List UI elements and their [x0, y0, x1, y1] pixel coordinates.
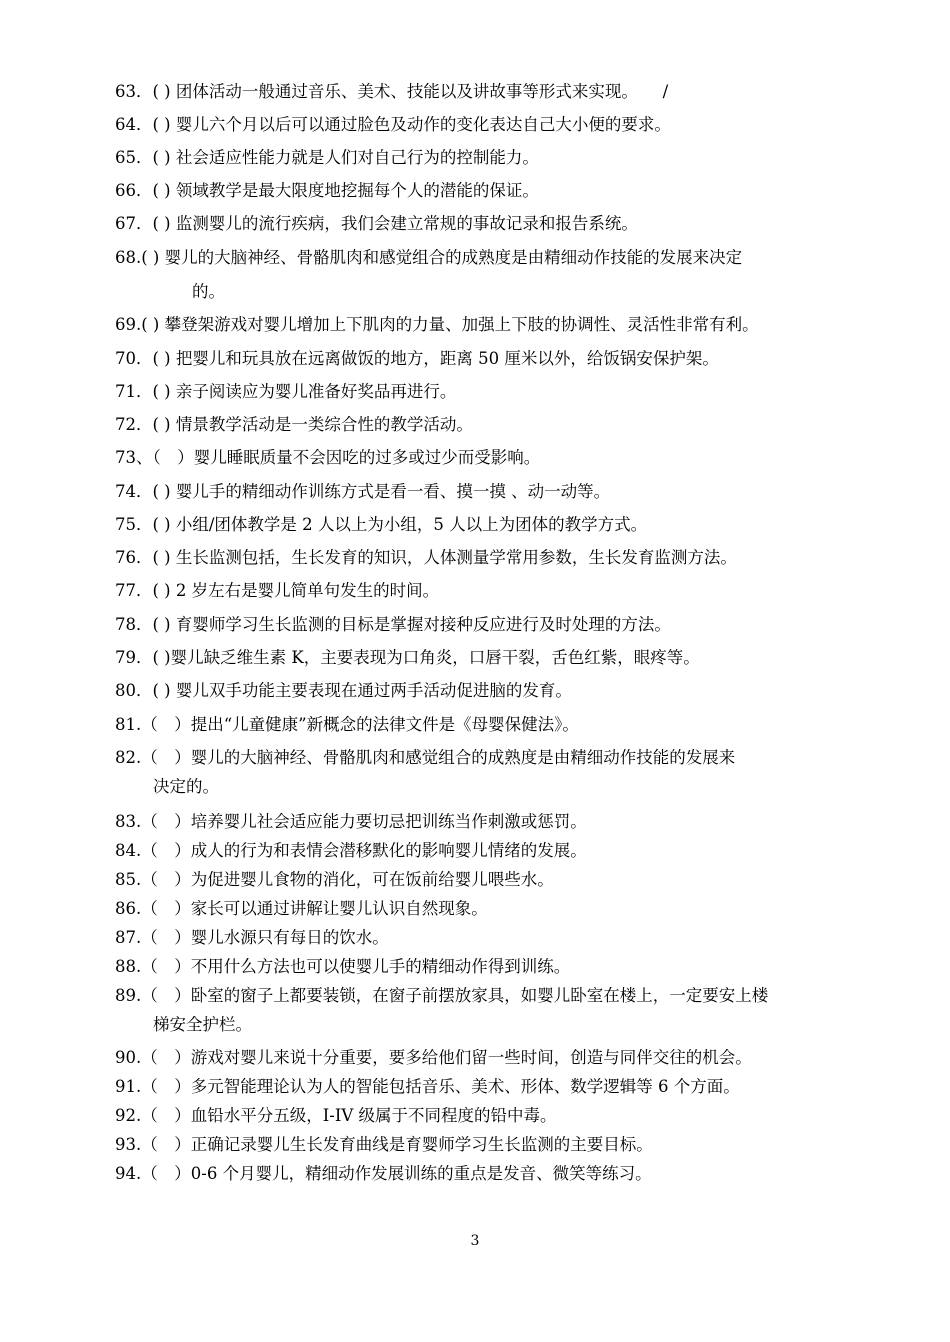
question-item — [115, 508, 845, 541]
question-text: （ ）培养婴儿社会适应能力要切忌把训练当作刺激或惩罚。 — [141, 812, 587, 831]
question-number: 72． — [115, 415, 153, 434]
question-text: （ ）成人的行为和表情会潜移默化的影响婴儿情绪的发展。 — [141, 841, 587, 860]
question-number: 92. — [115, 1106, 142, 1125]
question-number: 66． — [115, 181, 153, 200]
question-number: 93. — [115, 1135, 142, 1154]
question-number: 94. — [115, 1164, 142, 1183]
question-item — [115, 174, 845, 207]
question-item — [115, 608, 845, 641]
question-text: （ ）家长可以通过讲解让婴儿认识自然现象。 — [141, 899, 488, 918]
question-item — [115, 541, 845, 574]
question-number: 85. — [115, 870, 142, 889]
question-number: 67． — [115, 214, 153, 233]
question-text: （ ）婴儿的大脑神经、骨骼肌肉和感觉组合的成熟度是由精细动作技能的发展来 — [141, 748, 736, 767]
question-text: ( )婴儿缺乏维生素 K，主要表现为口角炎，口唇干裂，舌色红紫，眼疼等。 — [152, 648, 700, 667]
question-number: 86. — [115, 899, 142, 918]
question-number: 73、 — [115, 448, 153, 467]
question-item — [115, 75, 845, 108]
question-number: 87. — [115, 928, 142, 947]
question-text-continuation: 梯安全护栏。 — [153, 1015, 252, 1034]
question-text: ( ) 团体活动一般通过音乐、美术、技能以及讲故事等形式来实现。 / — [152, 82, 669, 101]
question-number: 64． — [115, 115, 153, 134]
question-number: 84. — [115, 841, 142, 860]
question-text: （ ）游戏对婴儿来说十分重要，要多给他们留一些时间，创造与同伴交往的机会。 — [141, 1048, 752, 1067]
question-number: 91. — [115, 1077, 142, 1096]
question-number: 88. — [115, 957, 142, 976]
question-item — [115, 207, 845, 240]
question-text: （ ）多元智能理论认为人的智能包括音乐、美术、形体、数学逻辑等 6 个方面。 — [141, 1077, 740, 1096]
question-number: 63． — [115, 82, 153, 101]
question-text: ( ) 小组/团体教学是 2 人以上为小组，5 人以上为团体的教学方式。 — [152, 515, 648, 534]
question-number: 82. — [115, 748, 142, 767]
question-item — [115, 342, 845, 375]
question-number: 71． — [115, 382, 153, 401]
question-text: （ ）提出“儿童健康”新概念的法律文件是《母婴保健法》。 — [141, 715, 579, 734]
question-text: （ ）正确记录婴儿生长发育曲线是育婴师学习生长监测的主要目标。 — [141, 1135, 653, 1154]
question-number: 74． — [115, 482, 153, 501]
question-text: ( ) 婴儿双手功能主要表现在通过两手活动促进脑的发育。 — [152, 681, 572, 700]
question-item — [115, 674, 845, 707]
question-item — [115, 308, 845, 341]
question-text: ( ) 亲子阅读应为婴儿准备好奖品再进行。 — [152, 382, 457, 401]
question-number: 83. — [115, 812, 142, 831]
question-text: ( ) 社会适应性能力就是人们对自己行为的控制能力。 — [152, 148, 539, 167]
page-number: 3 — [470, 1233, 480, 1249]
question-number: 68. — [115, 248, 142, 267]
question-text: ( ) 把婴儿和玩具放在远离做饭的地方，距离 50 厘米以外，给饭锅安保护架。 — [152, 349, 719, 368]
question-text: （ ）0-6 个月婴儿，精细动作发展训练的重点是发音、微笑等练习。 — [141, 1164, 652, 1183]
question-number: 79． — [115, 648, 153, 667]
question-text: ( ) 攀登架游戏对婴儿增加上下肌肉的力量、加强上下肢的协调性、灵活性非常有利。 — [141, 315, 759, 334]
question-item — [115, 741, 845, 774]
question-text: ( ) 领域教学是最大限度地挖掘每个人的潜能的保证。 — [152, 181, 539, 200]
question-text: （ ）为促进婴儿食物的消化，可在饭前给婴儿喂些水。 — [141, 870, 554, 889]
question-number: 69. — [115, 315, 142, 334]
question-text: ( ) 情景教学活动是一类综合性的教学活动。 — [152, 415, 473, 434]
question-text: ( ) 婴儿手的精细动作训练方式是看一看、摸一摸 、动一动等。 — [152, 482, 611, 501]
question-text-continuation: 决定的。 — [153, 777, 219, 796]
question-text: ( ) 2 岁左右是婴儿简单句发生的时间。 — [152, 581, 440, 600]
question-number: 78． — [115, 615, 153, 634]
question-item — [115, 1157, 845, 1190]
question-text: ( ) 监测婴儿的流行疾病，我们会建立常规的事故记录和报告系统。 — [152, 214, 638, 233]
question-item — [115, 108, 845, 141]
question-text: ( ) 育婴师学习生长监测的目标是掌握对接种反应进行及时处理的方法。 — [152, 615, 671, 634]
question-item — [115, 141, 845, 174]
question-number: 89. — [115, 986, 142, 1005]
question-item — [115, 641, 845, 674]
question-item — [115, 708, 845, 741]
question-item — [115, 441, 845, 474]
question-item — [115, 574, 845, 607]
question-text: （ ）卧室的窗子上都要装锁，在窗子前摆放家具，如婴儿卧室在楼上，一定要安上楼 — [141, 986, 769, 1005]
question-number: 75． — [115, 515, 153, 534]
question-number: 81. — [115, 715, 142, 734]
question-number: 70． — [115, 349, 153, 368]
question-item — [115, 241, 845, 274]
question-number: 76． — [115, 548, 153, 567]
question-number: 80． — [115, 681, 153, 700]
question-item — [115, 375, 845, 408]
question-text: （ ）不用什么方法也可以使婴儿手的精细动作得到训练。 — [141, 957, 571, 976]
question-item — [115, 475, 845, 508]
question-number: 90. — [115, 1048, 142, 1067]
question-text: （ ）血铅水平分五级，I-IV 级属于不同程度的铅中毒。 — [141, 1106, 557, 1125]
question-text: （ ）婴儿睡眠质量不会因吃的过多或过少而受影响。 — [152, 448, 541, 467]
question-number: 77． — [115, 581, 153, 600]
question-text: （ ）婴儿水源只有每日的饮水。 — [141, 928, 389, 947]
question-text: ( ) 生长监测包括，生长发育的知识，人体测量学常用参数，生长发育监测方法。 — [152, 548, 737, 567]
question-number: 65． — [115, 148, 153, 167]
question-text-continuation: 的。 — [192, 282, 225, 301]
question-item — [115, 408, 845, 441]
question-text: ( ) 婴儿六个月以后可以通过脸色及动作的变化表达自己大小便的要求。 — [152, 115, 671, 134]
question-text: ( ) 婴儿的大脑神经、骨骼肌肉和感觉组合的成熟度是由精细动作技能的发展来决定 — [141, 248, 743, 267]
